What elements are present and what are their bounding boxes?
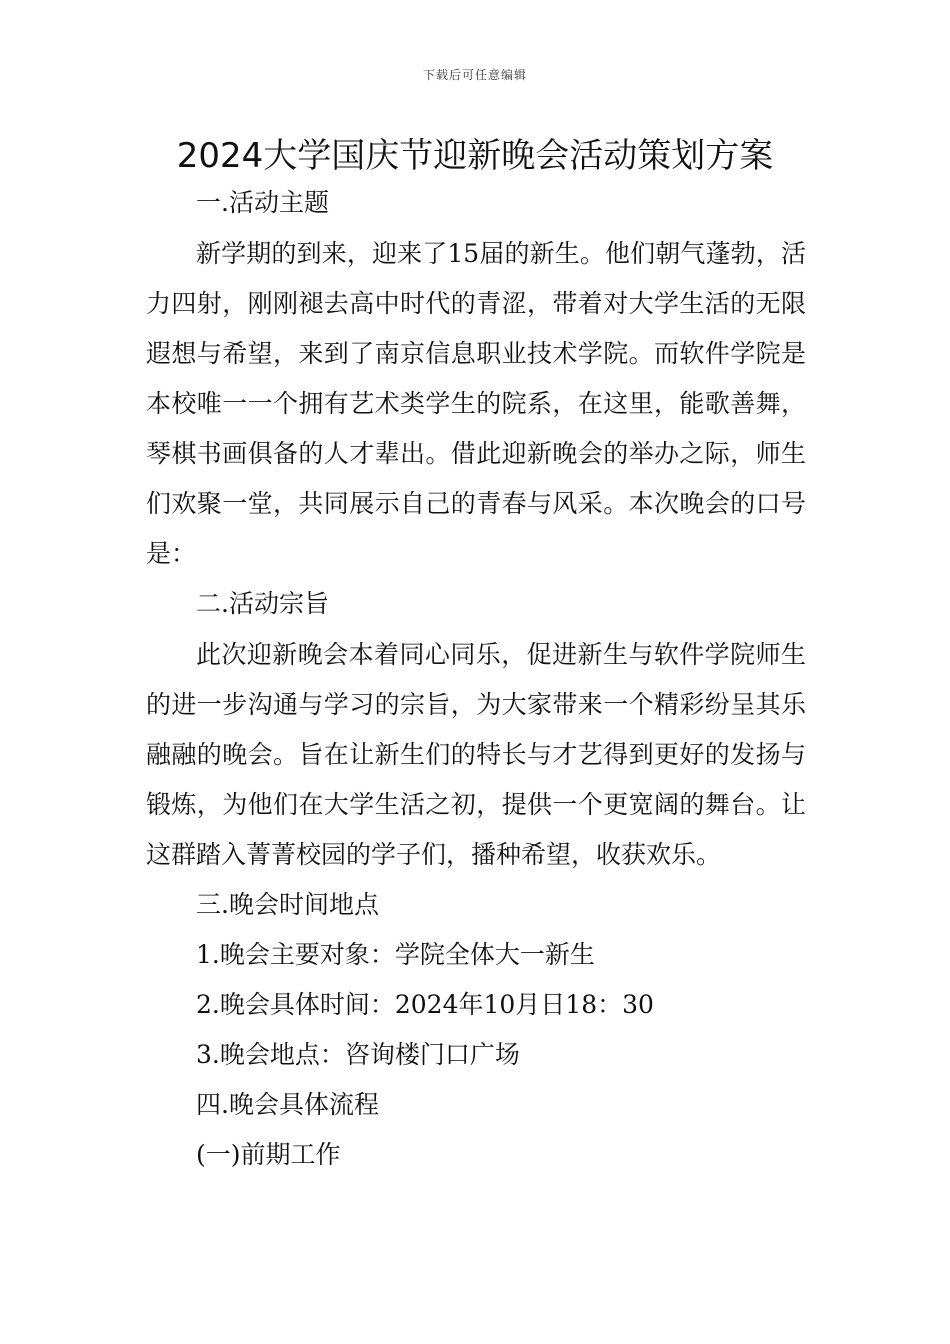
- list-item-audience: 1.晚会主要对象：学院全体大一新生: [196, 940, 595, 969]
- list-item-time: 2.晚会具体时间：2024年10月日18：30: [196, 990, 654, 1019]
- header-note: 下载后可任意编辑: [422, 68, 527, 82]
- document-body: [146, 178, 806, 1180]
- paragraph-purpose: 此次迎新晚会本着同心同乐，促进新生与软件学院师生的进一步沟通与学习的宗旨，为大家带来一个精彩纷呈其乐融融的晚会。旨在让新生们的特长与才艺得到更好的发扬与锻炼，为他们在大学生活之初，提供一个更宽阔的舞台。让这群踏入菁菁校园的学子们，播种希望，收获欢乐。: [146, 640, 806, 869]
- list-item-location: 3.晚会地点：咨询楼门口广场: [196, 1040, 520, 1069]
- paragraph-theme: 新学期的到来，迎来了15届的新生。他们朝气蓬勃，活力四射，刚刚褪去高中时代的青涩，带着对大学生活的无限遐想与希望，来到了南京信息职业技术学院。而软件学院是本校唯一一个拥有艺术类学生的院系，在这里，能歌善舞，琴棋书画俱备的人才辈出。借此迎新晚会的举办之际，师生们欢聚一堂，共同展示自己的青春与风采。本次晚会的口号是：: [146, 239, 806, 568]
- subsection-heading-preparation: (一)前期工作: [196, 1140, 341, 1169]
- section-heading-theme: 一.活动主题: [196, 188, 329, 217]
- section-heading-purpose: 二.活动宗旨: [196, 589, 329, 618]
- document-title: 2024大学国庆节迎新晚会活动策划方案: [176, 136, 774, 176]
- section-heading-process: 四.晚会具体流程: [196, 1090, 379, 1119]
- section-heading-time-place: 三.晚会时间地点: [196, 890, 379, 919]
